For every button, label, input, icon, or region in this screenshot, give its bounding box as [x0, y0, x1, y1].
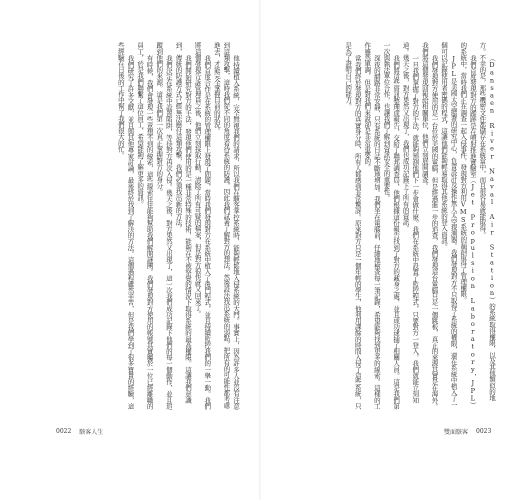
paragraph: 我們將這些資訊整理成報告，交給了聯邦調查局，他們根據這份報告找到了對方的藏身之處，並且成功逮捕了相關人員。這是我們第一次與執法單位合作，也讓我們了解到資訊安全的重要性。 [382, 42, 401, 409]
running-head: 雙面駭客 [444, 429, 469, 436]
paragraph: 有時候，我們會發現一些意想不到的線索，這些線索往往能夠幫助我們解開謎團。我們發現對方使用的帳號其實屬於一位已經離職的員工，於是我們聯繫了這位員工，希望能夠了解更多的資訊。 [136, 42, 154, 409]
paragraph: 當我們終於發現對方的真實身分時，所有人都感到非常驚訝。原來對方只是一個年輕的學生，他利用課餘的時間入侵了這些系統，只是為了證明自己的能力。 [344, 42, 362, 409]
paragraph: （Dansaen River Naval Air Station）的系統取得權限，以及其他類似的地方。不幸的是，那些機密文件都儲存在系統當中，而且很容易就能取得。 [478, 42, 496, 401]
paragraph: 我們發現對方使用的是一台位於美國的電腦，但是經過進一步的追查，我們發現這台電腦只是一個跳板，真正的來源其實是在海外。我們將這個發現回報給相關單位，他們立刻展開調查。 [420, 42, 439, 409]
left-page-footer [56, 427, 103, 436]
page-number: 0023 [476, 428, 492, 435]
right-page-body-text [300, 42, 496, 412]
page-number: 0022 [56, 428, 72, 435]
paragraph: 他持續植入系統，完全無視我們的請求，所以我們在駭客掌控系統時，能夠輕鬆地入侵系統的大門。事實上，因為許多人並沒有注意到這類攻擊，這時我們從不同的角度看待系統的防護，因此我們試著了解對方的想法，然後設法找出系統的弱點，把所有的可能性都考慮進去，才能完全掌握目前的狀況。 [212, 42, 240, 409]
paragraph: 深夜的網路非常安靜，只有系統的日誌不斷地增加。我們坐在電腦前，仔細地檢查每一筆記錄，希望能夠找到更多的線索。這樣的工作雖然單調，但是對我們來說卻是非常重要的。 [363, 42, 381, 409]
paragraph: 一旦我們掌握了對方的手法，就能夠預測他們下一步會做什麼。我們在系統中設置了監控程式，只要對方一登入，我們就能立刻知道。幾天之後，對方果然又出現了，我們也成功記錄下了所有的資訊。 [401, 42, 420, 403]
paragraph: JPL是美國太空總署的研究中心，負責設計及操作無人太空探測器。我們發現對方不只取得了系統的權限，還在系統中植入了一個可以記錄使用者密碼的程式，這讓他們能夠輕易取得其他系統的登入資訊。 [440, 42, 458, 408]
paragraph: 我們研究了許多文獻，並且與其他專家討論，最後終於找到了解決的方法。這個過程雖然辛苦，但是我們學到了很多寶貴的經驗，這些經驗在日後的工作中幫了我們很大的忙。 [116, 42, 135, 409]
left-page-body-text [56, 42, 240, 412]
paragraph: 我們首度發現對方的蹤跡是在噴射推進實驗室（Jet Propulsion Laboratory，JPL）的系統中，當時我們正在調查一起入侵事件，發現對方利用VMS系統的漏洞取得了管理權限。 [459, 42, 477, 409]
right-page-footer [444, 427, 491, 436]
paragraph: 我們決定在系統中設置陷阱，等待對方再次入侵。幾天之後，對方果然又出現了，這一次我們成功記錄下他們的每一個動作，並且追蹤到他們的來源。這是我們第一次真正掌握對方的身分。 [155, 42, 173, 409]
right-page [260, 0, 520, 500]
paragraph: 我們首度合作是在系統的管理權限上發現了問題，當時我們發現對方在系統中植入了後門程式，並且持續監控我們的一舉一動。我們將這個發現告訴管理員之後，他們立刻採取行動，清除了所有可疑的檔案，但是對方很快就又回來了。 [193, 42, 212, 409]
paragraph: 我們開始研究對方的手法，發現他們使用的是一種非常特殊的技術，能夠在不被察覺的情況下取得系統的最高權限。這讓我們意識到，傳統的防護方式已經無法應付這類攻擊，我們必須找出新的方法。 [174, 42, 193, 403]
running-head: 駭客人生 [79, 429, 104, 436]
